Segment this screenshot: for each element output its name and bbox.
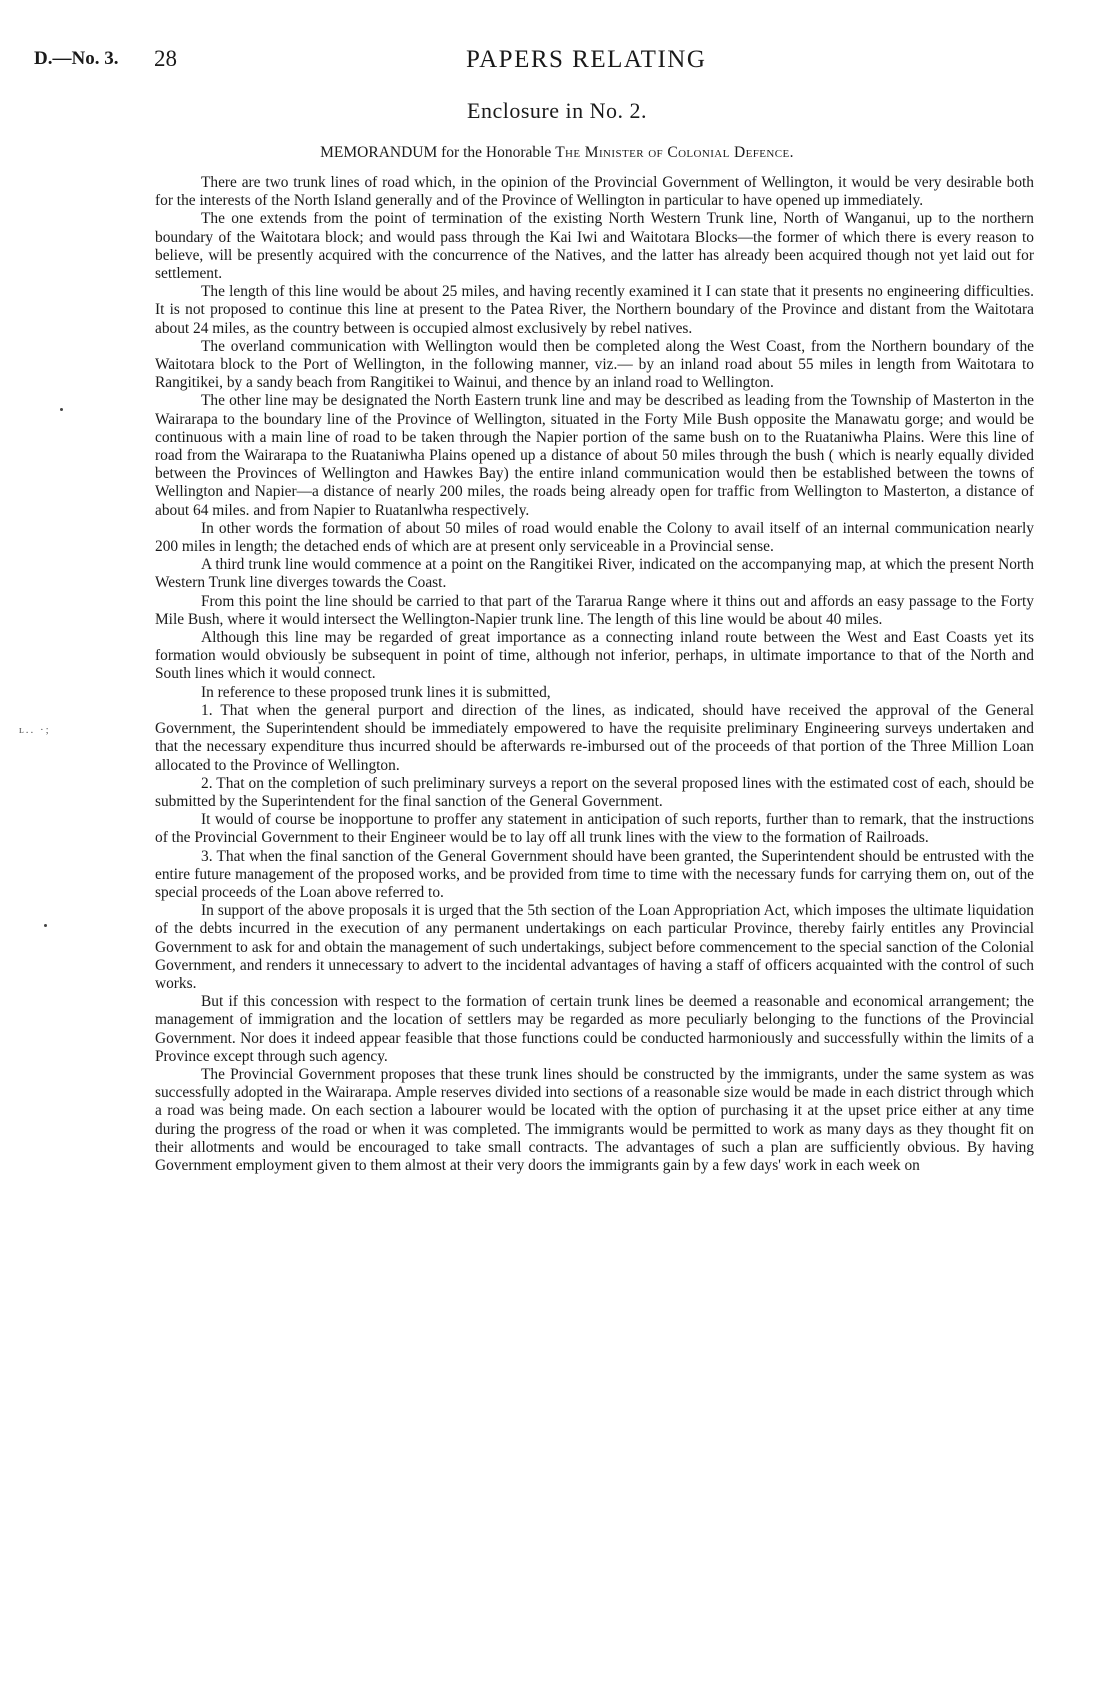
paragraph: 3. That when the final sanction of the General Government should have been granted, the Superintendent should be entrusted with the entire future management of the proposed works, and be provided from time to time with the necessary funds for carrying them on, out of the special proceeds of the Loan above referred to.: [155, 847, 1034, 901]
paragraph: 2. That on the completion of such preliminary surveys a report on the several proposed lines with the estimated cost of each, should be submitted by the Superintendent for the final sanction of the General Government.: [155, 774, 1034, 810]
page-number: 28: [154, 46, 177, 71]
running-title: PAPERS RELATING: [466, 46, 707, 73]
scan-speck: [60, 408, 63, 411]
memorandum-heading: [0, 144, 1114, 162]
margin-smudge: ʟ.. ·;: [19, 724, 51, 736]
paragraph: The Provincial Government proposes that these trunk lines should be constructed by the immigrants, under the same system as was successfully adopted in the Wairarapa. Ample reserves divided into sections of a reasonable size would be made in each district through which a road was being made. On each section a labourer would be located with the option of purchasing it at the upset price either at any time during the progress of the road or when it was completed. The immigrants would be permitted to work as many days as they thought fit on their allotments and would be encouraged to take small contracts. The advantages of such a plan are sufficiently obvious. By having Government employment given to them almost at their very doors the immigrants gain by a few days' work in each week on: [155, 1065, 1034, 1174]
paragraph: In support of the above proposals it is urged that the 5th section of the Loan Appropriation Act, which imposes the ultimate liquidation of the debts incurred in the execution of any permanent undertakings on each particular Province, thereby fairly entitles any Provincial Government to ask for and obtain the management of such undertakings, subject before commencement to the special sanction of the Colonial Government, and renders it unnecessary to advert to the incidental advantages of having a staff of officers acquainted with the control of such works.: [155, 902, 1034, 992]
enclosure-heading: Enclosure in No. 2.: [467, 98, 647, 123]
paragraph: But if this concession with respect to the formation of certain trunk lines be deemed a reasonable and economical arrangement; the management of immigration and the location of settlers may be regarded as more peculiarly belonging to the functions of the Provincial Government. Nor does it indeed appear feasible that those functions could be conducted harmoniously and successfully within the limits of a Province except through such agency.: [155, 993, 1034, 1065]
paper-reference: D.—No. 3.: [34, 48, 119, 69]
paragraph: Although this line may be regarded of great importance as a connecting inland route between the West and East Coasts yet its formation would obviously be subsequent in point of time, although not inferior, perhaps, in ultimate importance to that of the North and South lines which it would connect.: [155, 629, 1034, 683]
memorandum-addressee: The Minister of Colonial Defence.: [555, 144, 794, 161]
paragraph: From this point the line should be carried to that part of the Tararua Range where it thins out and affords an easy passage to the Forty Mile Bush, where it would intersect the Wellington-Napier trunk line. The length of this line would be about 40 miles.: [155, 592, 1034, 628]
paragraph: The length of this line would be about 25 miles, and having recently examined it I can state that it presents no engineering difficulties. It is not proposed to continue this line at present to the Patea River, the Northern boundary of the Province and distant from the Waitotara about 24 miles, as the country between is occupied almost exclusively by rebel natives.: [155, 283, 1034, 337]
paragraph: 1. That when the general purport and direction of the lines, as indicated, should have received the approval of the General Government, the Superintendent should be immediately empowered to have the requisite preliminary Engineering surveys undertaken and that the necessary expenditure thus incurred should be afterwards re-imbursed out of the proceeds of that portion of the Three Million Loan allocated to the Province of Wellington.: [155, 701, 1034, 774]
paragraph: It would of course be inopportune to proffer any statement in anticipation of such reports, further than to remark, that the instructions of the Provincial Government to their Engineer would be to lay off all trunk lines with the view to the formation of Railroads.: [155, 811, 1034, 847]
memorandum-body: [155, 174, 1034, 1175]
scan-speck: [44, 924, 47, 927]
memorandum-lead: MEMORANDUM for the Honorable: [320, 144, 552, 161]
paragraph: The other line may be designated the North Eastern trunk line and may be described as leading from the Township of Masterton in the Wairarapa to the boundary line of the Province of Wellington, situated in the Forty Mile Bush opposite the Manawatu gorge; and would be continuous with a main line of road to be taken through the Napier portion of the same bush on to the Ruataniwha Plains. Were this line of road from the Wairarapa to the Ruataniwha Plains opened up a distance of about 50 miles through the bush ( which is nearly equally divided between the Provinces of Wellington and Hawkes Bay) the entire inland communication would then be established between the towns of Wellington and Napier—a distance of nearly 200 miles, the roads being already open for traffic from Wellington to Masterton, a distance of about 64 miles. and from Napier to Ruatanlwha respectively.: [155, 392, 1034, 519]
paragraph: The one extends from the point of termination of the existing North Western Trunk line, North of Wanganui, up to the northern boundary of the Waitotara block; and would pass through the Kai Iwi and Waitotara Blocks—the former of which there is every reason to believe, will be presently acquired with the concurrence of the Natives, and the latter has already been acquired though not yet laid out for settlement.: [155, 210, 1034, 283]
paragraph: In reference to these proposed trunk lines it is submitted,: [201, 683, 551, 701]
paragraph: There are two trunk lines of road which, in the opinion of the Provincial Government of Wellington, it would be very desirable both for the interests of the North Island generally and of the Province of Wellington in particular to have opened up immediately.: [155, 174, 1034, 210]
paragraph: The overland communication with Wellington would then be completed along the West Coast, from the Northern boundary of the Waitotara block to the Port of Wellington, in the following manner, viz.— by an inland road about 55 miles in length from Waitotara to Rangitikei, by a sandy beach from Rangitikei to Wainui, and thence by an inland road to Wellington.: [155, 337, 1034, 392]
paragraph: A third trunk line would commence at a point on the Rangitikei River, indicated on the accompanying map, at which the present North Western Trunk line diverges towards the Coast.: [155, 556, 1034, 592]
paragraph: In other words the formation of about 50 miles of road would enable the Colony to avail itself of an internal communication nearly 200 miles in length; the detached ends of which are at present only serviceable in a Provincial sense.: [155, 519, 1034, 556]
running-header: [0, 46, 1114, 80]
